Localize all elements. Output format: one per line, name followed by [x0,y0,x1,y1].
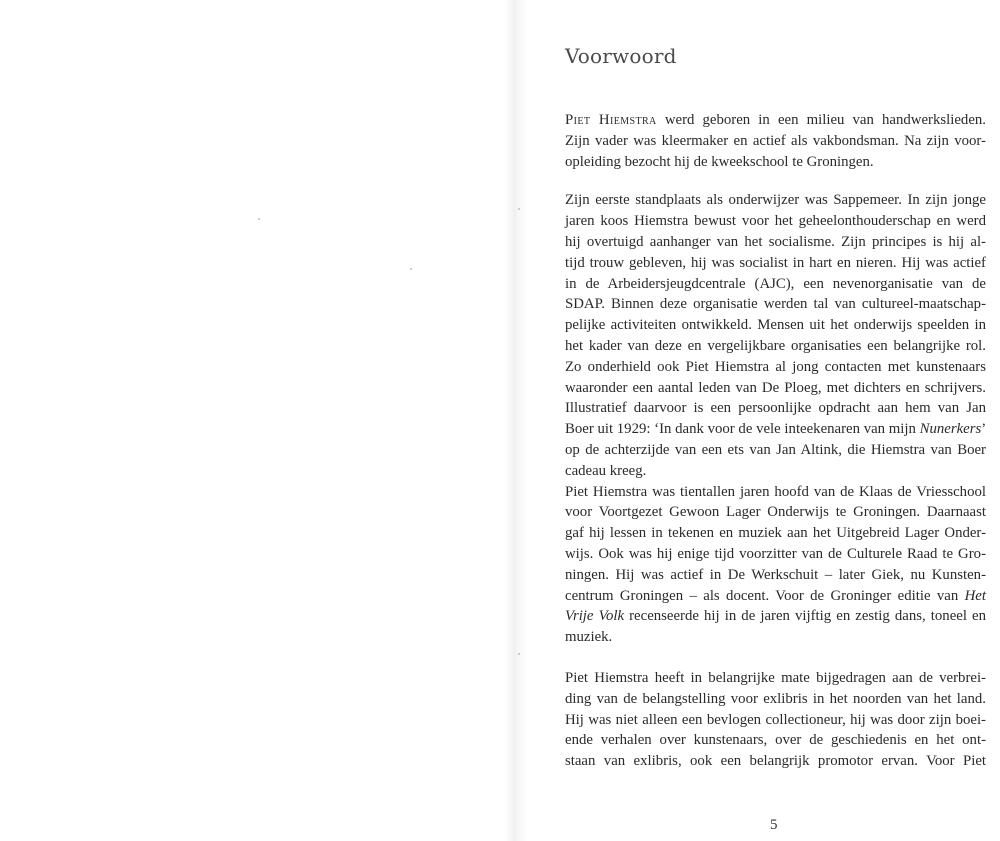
text-line: hij overtuigd aanhanger van het socialisme. Zijn principes is hij al- [565,233,986,250]
text-line: Zijn eerste standplaats als onderwijzer was Sappemeer. In zijn jonge [565,192,986,209]
body-text [565,110,986,772]
paragraph-2 [565,190,986,648]
text-line: wijs. Ook was hij enige tijd voorzitter van de Culturele Raad te Gro- [565,545,986,562]
text-line: Piet Hiemstra heeft in belangrijke mate bijgedragen aan de verbrei- [565,669,986,686]
text-line: opleiding bezocht hij de kweekschool te Groningen. [565,153,874,170]
text-line: gaf hij lessen in tekenen en muziek aan het Uitgebreid Lager Onder- [565,525,986,542]
paper-speck [258,218,260,220]
name-small-caps: Piet Hiemstra [565,112,657,128]
text-line: op de achterzijde van een ets van Jan Altink, die Hiemstra van Boer [565,441,986,458]
right-page [527,0,1000,841]
paper-speck [518,208,520,210]
text-line: ende verhalen over kunstenaars, over de geschiedenis en het ont- [565,732,986,749]
text-line: het kader van deze en vergelijkbare organisaties een belangrijke rol. [565,337,986,354]
paper-speck [518,653,520,655]
paper-speck [410,268,412,270]
text-line: Boer uit 1929: ‘In dank voor de vele inteekenaren van mijn Nunerkers’ [565,421,987,438]
paragraph-1 [565,110,986,172]
text-line: staan van exlibris, ook een belangrijk promotor ervan. Voor Piet [565,753,986,770]
text-line: Piet Hiemstra was tientallen jaren hoofd van de Klaas de Vriesschool [565,483,986,500]
text-line: muziek. [565,629,613,646]
text-line: Vrije Volk recenseerde hij in de jaren vijftig en zestig dans, toneel en [565,608,986,625]
italic-title: Vrije Volk [565,608,625,625]
text-line: SDAP. Binnen deze organisatie werden tal van cultureel-maatschap- [565,296,986,313]
text-line: Zijn vader was kleermaker en actief als vakbondsman. Na zijn voor- [565,132,986,149]
text-line: Zo onderhield ook Piet Hiemstra al jong contacten met kunstenaars [565,358,986,375]
paragraph-3 [565,668,986,772]
italic-title: Het [964,587,986,604]
text-line: cadeau kreeg. [565,462,647,479]
text-line: Piet Hiemstra werd geboren in een milieu van handwerkslieden. [565,112,986,128]
text-line: in de Arbeidersjeugdcentrale (AJC), een nevenorganisatie van de [565,275,986,292]
text-line: centrum Groningen – als docent. Voor de Groninger editie van Het [565,587,986,604]
text-line: waaronder een aantal leden van De Ploeg, met dichters en schrijvers. [565,379,986,396]
text-line: Illustratief daarvoor is een persoonlijke opdracht aan hem van Jan [565,400,986,417]
book-gutter [505,0,527,841]
text-line: pelijke activiteiten ontwikkeld. Mensen uit het onderwijs speelden in [565,317,986,334]
page-number: 5 [770,817,778,833]
text-line: jaren koos Hiemstra bewust voor het geheelonthouderschap en werd [565,213,986,230]
page-heading: Voorwoord [565,44,677,68]
text-line: voor Voortgezet Gewoon Lager Onderwijs te Groningen. Daarnaast [565,504,986,521]
text-line: ningen. Hij was actief in De Werkschuit – later Giek, nu Kunsten- [565,566,986,583]
text-line: ding van de belangstelling voor exlibris in het noorden van het land. [565,690,986,707]
text-line: Hij was niet alleen een bevlogen collectioneur, hij was door zijn boei- [565,711,986,728]
text-line: tijd trouw gebleven, hij was socialist in hart en nieren. Hij was actief [565,254,986,271]
italic-title: Nunerkers [919,421,982,438]
